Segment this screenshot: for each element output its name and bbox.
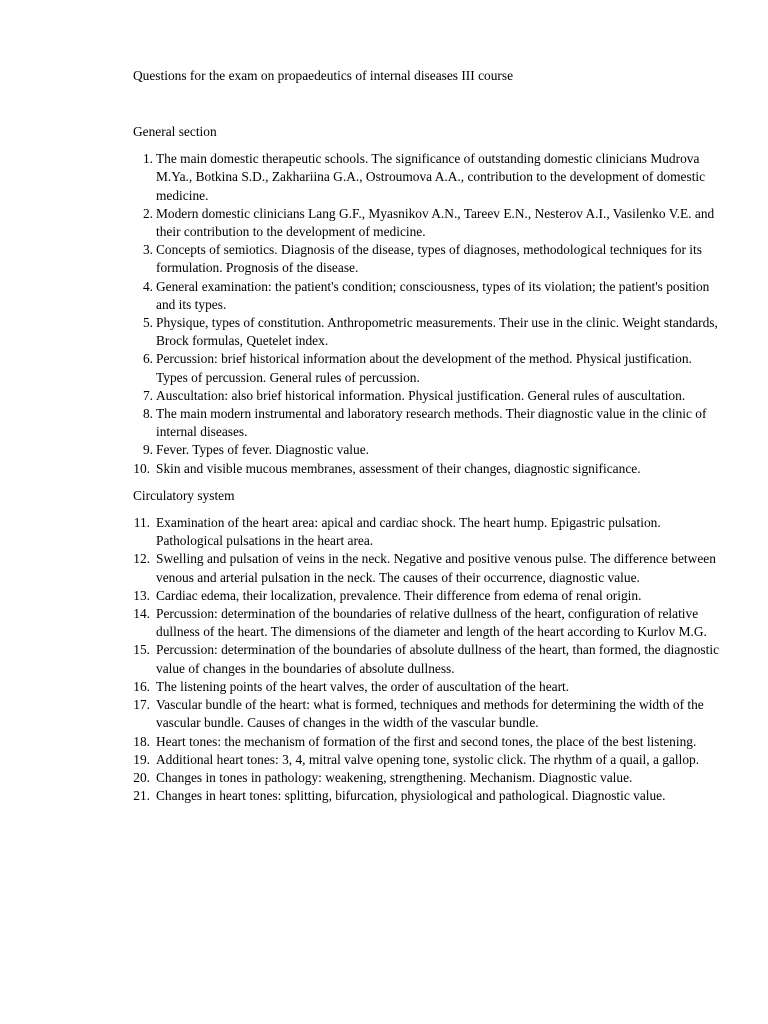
question-number: 1. — [142, 151, 153, 167]
question-item — [133, 587, 723, 605]
question-number: 19. — [133, 751, 150, 767]
question-number: 12. — [133, 551, 150, 567]
question-number: 4. — [142, 278, 153, 294]
question-number: 18. — [133, 733, 150, 749]
question-text: Changes in tones in pathology: weakening, strengthening. Mechanism. Diagnostic value. — [156, 769, 633, 785]
question-number: 7. — [142, 387, 153, 403]
question-item — [133, 278, 723, 314]
question-item — [133, 641, 723, 677]
question-item — [133, 678, 723, 696]
question-number: 14. — [133, 606, 150, 622]
question-item — [133, 314, 723, 350]
question-item — [133, 733, 723, 751]
question-number: 10. — [133, 460, 150, 476]
question-item — [133, 405, 723, 441]
question-number: 6. — [142, 351, 153, 367]
question-text: Examination of the heart area: apical and cardiac shock. The heart hump. Epigastric pulsation. Pathological pulsations in the heart area. — [156, 515, 661, 549]
question-item — [133, 514, 723, 550]
question-list-circulatory — [133, 514, 723, 805]
question-item — [133, 205, 723, 241]
question-text: Heart tones: the mechanism of formation of the first and second tones, the place of the best listening. — [156, 733, 697, 749]
question-text: Cardiac edema, their localization, prevalence. Their difference from edema of renal origin. — [156, 587, 642, 603]
document-title: Questions for the exam on propaedeutics of internal diseases III course — [133, 68, 514, 83]
question-number: 20. — [133, 769, 150, 785]
question-number: 11. — [133, 515, 150, 531]
question-item — [133, 696, 723, 732]
question-text: Auscultation: also brief historical information. Physical justification. General rules of auscultation. — [156, 387, 686, 403]
question-number: 9. — [142, 442, 153, 458]
section-heading-circulatory: Circulatory system — [133, 487, 235, 503]
question-number: 13. — [133, 587, 150, 603]
question-item — [133, 751, 723, 769]
question-number: 17. — [133, 697, 150, 713]
question-number: 3. — [142, 242, 153, 258]
question-text: Percussion: determination of the boundaries of relative dullness of the heart, configuration of relative dullness of the heart. The dimensions of the diameter and length of the heart according to Kurlov M.G. — [156, 606, 707, 640]
question-text: The main domestic therapeutic schools. The significance of outstanding domestic clinicians Mudrova M.Ya., Botkina S.D., Zakhariina G.A., Ostroumova A.A., contribution to the development of domestic medicine. — [156, 151, 706, 203]
question-item — [133, 387, 723, 405]
question-item — [133, 550, 723, 586]
question-item — [133, 241, 723, 277]
question-number: 8. — [142, 406, 153, 422]
question-text: Changes in heart tones: splitting, bifurcation, physiological and pathological. Diagnostic value. — [156, 788, 666, 804]
question-number: 16. — [133, 678, 150, 694]
question-text: Additional heart tones: 3, 4, mitral valve opening tone, systolic click. The rhythm of a quail, a gallop. — [156, 751, 700, 767]
question-text: Concepts of semiotics. Diagnosis of the disease, types of diagnoses, methodological techniques for its formulation. Prognosis of the disease. — [156, 242, 702, 276]
question-number: 21. — [133, 788, 150, 804]
question-item — [133, 350, 723, 386]
question-item — [133, 150, 723, 205]
question-number: 5. — [142, 315, 153, 331]
question-text: Swelling and pulsation of veins in the neck. Negative and positive venous pulse. The difference between venous and arterial pulsation in the neck. The causes of their occurrence, diagnostic value. — [156, 551, 716, 585]
question-number: 15. — [133, 642, 150, 658]
question-text: The main modern instrumental and laboratory research methods. Their diagnostic value in the clinic of internal diseases. — [156, 406, 707, 440]
question-text: Modern domestic clinicians Lang G.F., Myasnikov A.N., Tareev E.N., Nesterov A.I., Vasilenko V.E. and their contribution to the development of medicine. — [156, 205, 715, 240]
question-list-general — [133, 150, 723, 478]
question-number: 2. — [142, 205, 153, 221]
question-item — [133, 769, 723, 787]
question-item — [133, 605, 723, 641]
question-text: Percussion: brief historical information about the development of the method. Physical justification. Types of percussion. General rules of percussion. — [156, 351, 692, 385]
question-text: Skin and visible mucous membranes, assessment of their changes, diagnostic significance. — [156, 460, 641, 476]
section-heading-general: General section — [133, 124, 217, 139]
question-text: Vascular bundle of the heart: what is formed, techniques and methods for determining the width of the vascular bundle. Causes of changes in the width of the vascular bundle. — [156, 697, 704, 731]
question-item — [133, 441, 723, 459]
question-text: The listening points of the heart valves, the order of auscultation of the heart. — [156, 678, 570, 694]
question-text: Percussion: determination of the boundaries of absolute dullness of the heart, than formed, the diagnostic value of changes in the boundaries of absolute dullness. — [156, 642, 720, 676]
question-text: Physique, types of constitution. Anthropometric measurements. Their use in the clinic. Weight standards, Brock formulas, Quetelet index. — [156, 315, 718, 349]
question-text: Fever. Types of fever. Diagnostic value. — [156, 442, 370, 458]
question-text: General examination: the patient's condition; consciousness, types of its violation; the patient's position and its types. — [156, 278, 710, 312]
document-page — [133, 67, 723, 805]
question-item — [133, 460, 723, 478]
question-item — [133, 787, 723, 805]
